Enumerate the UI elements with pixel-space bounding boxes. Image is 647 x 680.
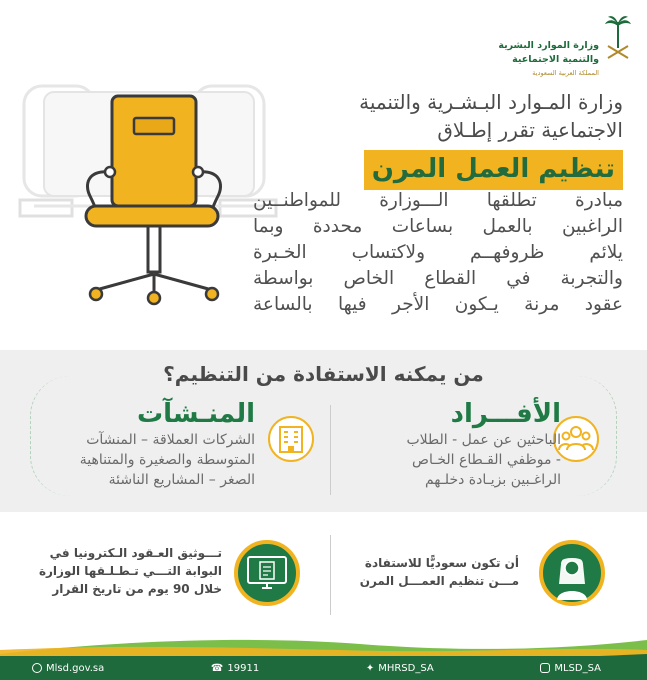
requirement-saudi-line: مـــن تنظيم العمـــل المرن bbox=[359, 574, 519, 588]
footer-twitter-text: MHRSD_SA bbox=[378, 662, 434, 674]
logo-line-1: وزارة الموارد البشرية bbox=[498, 40, 599, 51]
phone-icon: ☎ bbox=[210, 662, 224, 674]
footer-phone-text: 19911 bbox=[227, 662, 260, 674]
individuals-line: الراغـبين بزيـادة دخلـهم bbox=[424, 472, 561, 488]
footer-bar bbox=[0, 656, 647, 680]
globe-icon bbox=[32, 663, 42, 673]
headline-highlight: تنظيم العمل المرن bbox=[364, 150, 623, 190]
column-divider bbox=[330, 405, 331, 495]
requirement-contract-line: خلال 90 يوم من تاريخ القرار bbox=[52, 582, 222, 596]
requirement-contract-line: تـــوثيق العـقود الـكترونيا في bbox=[49, 546, 222, 560]
instagram-icon bbox=[540, 663, 550, 673]
saudi-man-icon bbox=[539, 540, 605, 606]
twitter-icon: ✦ bbox=[365, 662, 375, 674]
description-line: عقود مرنة يـكون الأجر فيها بالساعة bbox=[253, 294, 623, 315]
office-chair-illustration bbox=[14, 80, 284, 310]
logo-line-3: المملكة العربية السعودية bbox=[532, 69, 599, 77]
establishments-line: الشركات العملاقة – المنشآت bbox=[86, 432, 255, 448]
footer-twitter[interactable] bbox=[366, 663, 434, 674]
individuals-line: - موظفي القـطاع الخـاص bbox=[412, 452, 561, 468]
requirement-saudi bbox=[319, 554, 519, 590]
requirement-saudi-line: أن تكون سعوديًّا للاستفادة bbox=[364, 556, 519, 570]
building-icon bbox=[268, 416, 314, 462]
headline bbox=[263, 88, 623, 190]
individuals-line: الباحثين عن عمل - الطلاب bbox=[406, 432, 561, 448]
individuals-title: الأفـــراد bbox=[450, 399, 561, 429]
establishments-title: المنـشآت bbox=[137, 399, 255, 429]
beneficiaries-question: من يمكنه الاستفادة من التنظيم؟ bbox=[163, 362, 484, 386]
palm-swords-emblem-icon bbox=[603, 14, 633, 74]
establishments-line: المتوسطة والصغيرة والمتناهية bbox=[79, 452, 255, 468]
requirement-contract bbox=[7, 544, 222, 598]
footer-instagram[interactable] bbox=[540, 663, 601, 674]
establishments-column bbox=[25, 398, 255, 490]
description-line: والتجربة في القطاع الخاص بواسطة bbox=[253, 268, 623, 289]
establishments-line: الصغر – المشاريع الناشئة bbox=[108, 472, 255, 488]
requirement-contract-line: البوابة التـــي تـطـلـقها الوزارة bbox=[38, 564, 222, 578]
logo-line-2: والتنمية الاجتماعية bbox=[512, 54, 599, 65]
headline-line-1: وزارة المـوارد البـشـرية والتنمية bbox=[359, 90, 623, 114]
footer-website[interactable] bbox=[32, 663, 104, 674]
description-line: الراغبين بالعمل بساعات محددة وبما bbox=[253, 216, 623, 237]
description-line: مبادرة تطلقها الـــوزارة للمواطنــين bbox=[253, 190, 623, 211]
monitor-document-icon bbox=[234, 540, 300, 606]
description-line: يلائم ظروفهــم ولاكتساب الخـبرة bbox=[253, 242, 623, 263]
headline-line-2: الاجتماعية تقرر إطـلاق bbox=[437, 118, 623, 142]
individuals-column bbox=[353, 398, 613, 490]
footer-instagram-text: MLSD_SA bbox=[554, 662, 601, 674]
footer-website-text: Mlsd.gov.sa bbox=[46, 662, 105, 674]
footer-phone[interactable] bbox=[211, 663, 259, 674]
initiative-description bbox=[253, 188, 623, 318]
